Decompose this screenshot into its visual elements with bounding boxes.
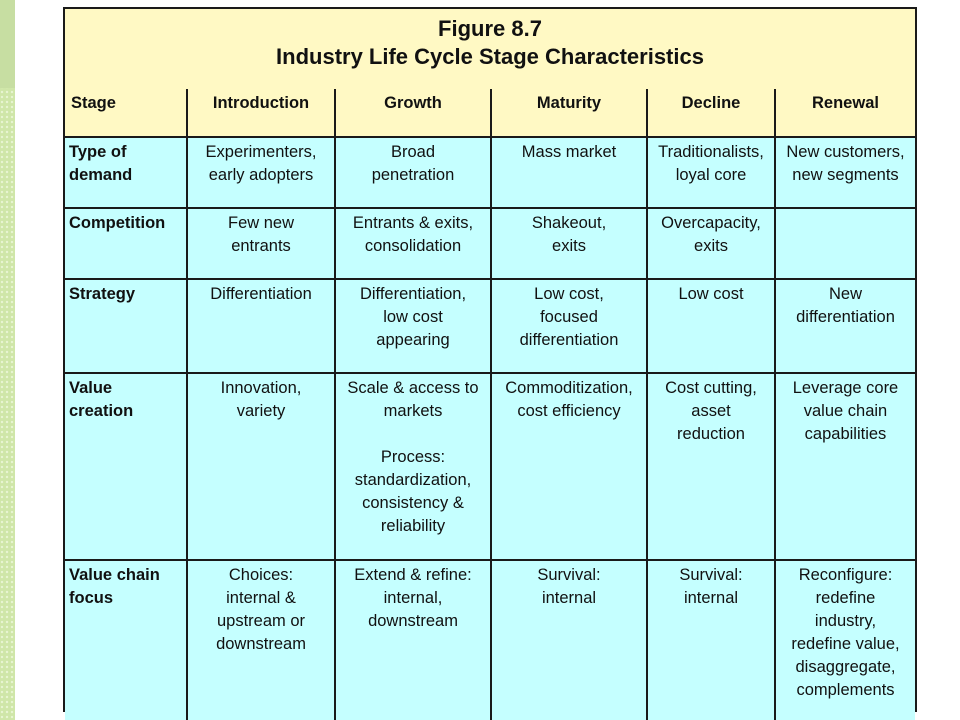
table-row-value-creation [65, 373, 915, 560]
cell-value-creation-renewal: Leverage core value chain capabilities [775, 373, 915, 560]
cell-competition-renewal [775, 208, 915, 279]
cell-strategy-decline: Low cost [647, 279, 775, 373]
figure-title: Industry Life Cycle Stage Characteristics [276, 44, 704, 69]
life-cycle-table [65, 89, 915, 720]
cell-competition-growth: Entrants & exits, consolidation [335, 208, 491, 279]
cell-strategy-introduction: Differentiation [187, 279, 335, 373]
table-row-competition [65, 208, 915, 279]
cell-focus-maturity: Survival: internal [491, 560, 647, 720]
cell-focus-renewal: Reconfigure: redefine industry, redefine value, disaggregate, complements [775, 560, 915, 720]
cell-demand-maturity: Mass market [491, 137, 647, 208]
figure-caption [65, 9, 915, 91]
cell-value-creation-introduction: Innovation, variety [187, 373, 335, 560]
header-renewal: Renewal [775, 89, 915, 137]
table-header-row [65, 89, 915, 137]
row-label-type-of-demand: Type of demand [65, 137, 187, 208]
cell-competition-decline: Overcapacity, exits [647, 208, 775, 279]
table-row-type-of-demand [65, 137, 915, 208]
cell-focus-decline: Survival: internal [647, 560, 775, 720]
decorative-side-strip [0, 0, 15, 720]
header-introduction: Introduction [187, 89, 335, 137]
header-decline: Decline [647, 89, 775, 137]
row-label-value-chain-focus: Value chain focus [65, 560, 187, 720]
cell-focus-introduction: Choices: internal & upstream or downstream [187, 560, 335, 720]
row-label-strategy: Strategy [65, 279, 187, 373]
header-stage: Stage [65, 89, 187, 137]
cell-strategy-growth: Differentiation, low cost appearing [335, 279, 491, 373]
row-label-competition: Competition [65, 208, 187, 279]
header-maturity: Maturity [491, 89, 647, 137]
cell-competition-maturity: Shakeout, exits [491, 208, 647, 279]
life-cycle-figure [63, 7, 917, 712]
table-row-strategy [65, 279, 915, 373]
cell-strategy-maturity: Low cost, focused differentiation [491, 279, 647, 373]
cell-focus-growth: Extend & refine: internal, downstream [335, 560, 491, 720]
cell-competition-introduction: Few new entrants [187, 208, 335, 279]
cell-value-creation-decline: Cost cutting, asset reduction [647, 373, 775, 560]
cell-strategy-renewal: New differentiation [775, 279, 915, 373]
cell-demand-growth: Broad penetration [335, 137, 491, 208]
header-growth: Growth [335, 89, 491, 137]
cell-demand-renewal: New customers, new segments [775, 137, 915, 208]
table-row-value-chain-focus [65, 560, 915, 720]
row-label-value-creation: Value creation [65, 373, 187, 560]
decorative-side-strip-top [0, 0, 15, 88]
cell-value-creation-growth: Scale & access to markets Process: standardization, consistency & reliability [335, 373, 491, 560]
cell-demand-decline: Traditionalists, loyal core [647, 137, 775, 208]
figure-number: Figure 8.7 [438, 16, 542, 41]
cell-demand-introduction: Experimenters, early adopters [187, 137, 335, 208]
cell-value-creation-maturity: Commoditization, cost efficiency [491, 373, 647, 560]
